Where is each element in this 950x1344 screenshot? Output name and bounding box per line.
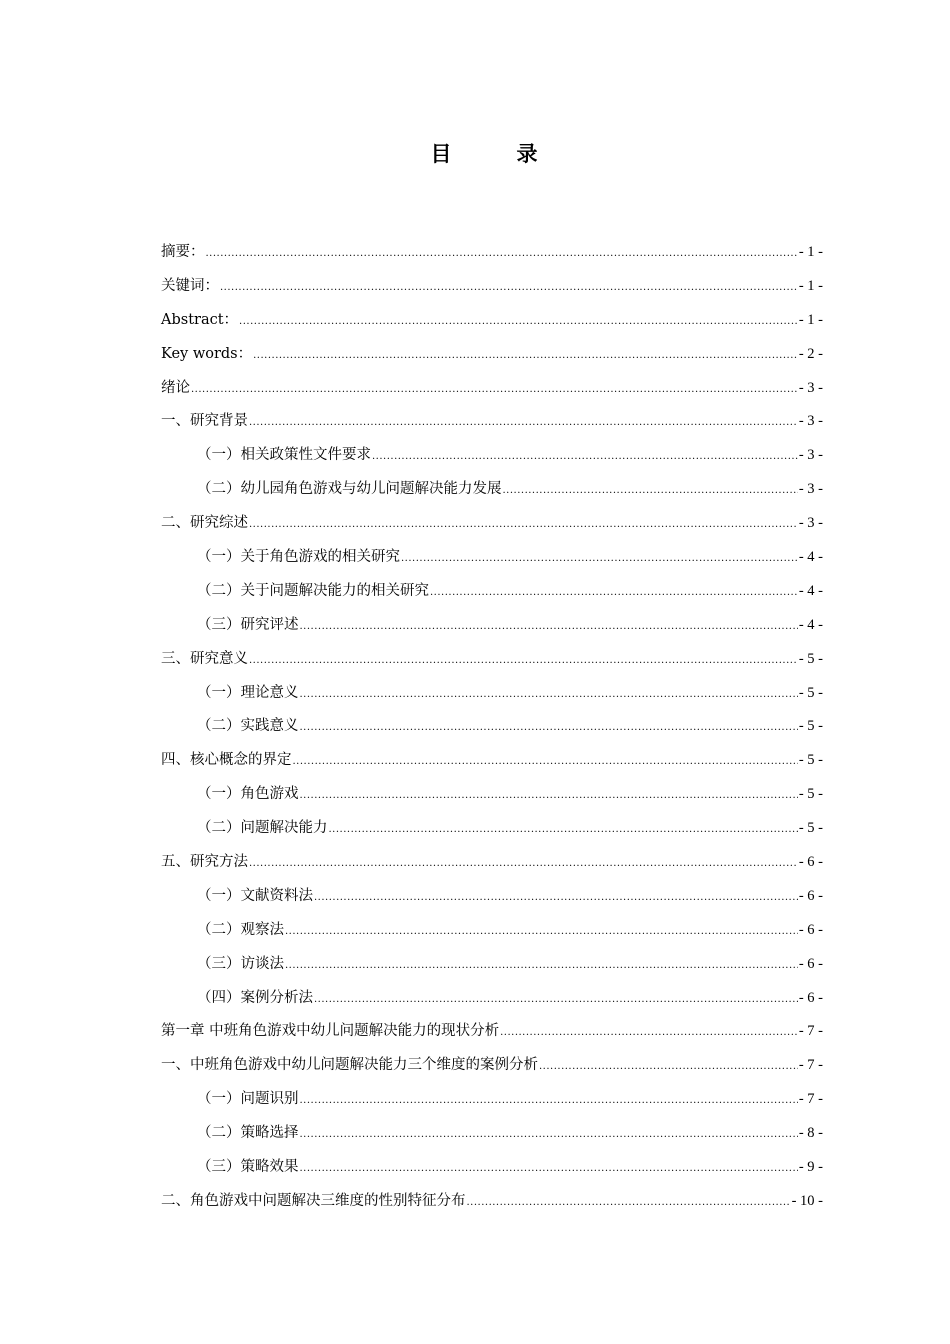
toc-entry[interactable] xyxy=(161,710,823,744)
toc-dot-leader xyxy=(191,373,798,407)
toc-entry-page-number: - 9 - xyxy=(798,1159,823,1176)
toc-dot-leader xyxy=(220,271,798,305)
toc-entry-page-number: - 5 - xyxy=(798,752,823,769)
toc-dot-leader xyxy=(300,678,798,712)
toc-dot-leader xyxy=(206,237,798,271)
toc-entry[interactable] xyxy=(161,507,823,541)
toc-entry[interactable] xyxy=(161,948,823,982)
toc-entry-page-number: - 4 - xyxy=(798,582,823,599)
toc-entry[interactable] xyxy=(161,643,823,677)
toc-entry[interactable] xyxy=(161,372,823,406)
toc-entry[interactable] xyxy=(161,982,823,1016)
toc-entry[interactable] xyxy=(161,914,823,948)
toc-entry-label: （二）观察法 xyxy=(197,921,284,938)
toc-entry[interactable] xyxy=(161,778,823,812)
toc-entry-label: （三）策略效果 xyxy=(197,1159,299,1176)
toc-entry-page-number: - 7 - xyxy=(798,1057,823,1074)
toc-entry-page-number: - 6 - xyxy=(798,887,823,904)
toc-entry[interactable] xyxy=(161,236,823,270)
toc-entry[interactable] xyxy=(161,439,823,473)
toc-entry-page-number: - 3 - xyxy=(798,515,823,532)
toc-entry[interactable] xyxy=(161,338,823,372)
toc-entry-page-number: - 6 - xyxy=(798,921,823,938)
toc-entry-label: （一）问题识别 xyxy=(197,1091,299,1108)
toc-entry[interactable] xyxy=(161,304,823,338)
toc-entry[interactable] xyxy=(161,1083,823,1117)
toc-entry[interactable] xyxy=(161,609,823,643)
toc-dot-leader xyxy=(239,305,798,339)
toc-entry-page-number: - 5 - xyxy=(798,684,823,701)
toc-dot-leader xyxy=(300,1152,798,1186)
toc-entry-label: 一、研究背景 xyxy=(161,413,248,430)
toc-entry-page-number: - 4 - xyxy=(798,616,823,633)
toc-dot-leader xyxy=(372,440,798,474)
toc-entry-label: 绪论 xyxy=(161,379,190,396)
toc-dot-leader xyxy=(539,1050,798,1084)
toc-entry-label: （一）关于角色游戏的相关研究 xyxy=(197,549,400,566)
toc-entry[interactable] xyxy=(161,880,823,914)
toc-entry-label: 关键词： xyxy=(161,277,219,294)
toc-entry-label: 二、角色游戏中问题解决三维度的性别特征分布 xyxy=(161,1192,466,1209)
toc-entry-label: 四、核心概念的界定 xyxy=(161,752,292,769)
toc-entry-page-number: - 4 - xyxy=(798,549,823,566)
toc-entry-page-number: - 6 - xyxy=(798,955,823,972)
toc-dot-leader xyxy=(285,915,798,949)
toc-entry[interactable] xyxy=(161,846,823,880)
toc-entry-label: （一）相关政策性文件要求 xyxy=(197,447,371,464)
toc-entry[interactable] xyxy=(161,1117,823,1151)
toc-dot-leader xyxy=(249,406,798,440)
toc-entry-page-number: - 2 - xyxy=(798,345,823,362)
toc-entry[interactable] xyxy=(161,405,823,439)
toc-entry-page-number: - 3 - xyxy=(798,379,823,396)
toc-dot-leader xyxy=(300,779,798,813)
toc-entry-page-number: - 3 - xyxy=(798,413,823,430)
toc-entry-label: 二、研究综述 xyxy=(161,515,248,532)
toc-entry-label: （二）关于问题解决能力的相关研究 xyxy=(197,582,429,599)
toc-dot-leader xyxy=(293,745,798,779)
toc-entry[interactable] xyxy=(161,575,823,609)
toc-entry-page-number: - 3 - xyxy=(798,481,823,498)
toc-dot-leader xyxy=(401,542,798,576)
toc-entry-label: 一、中班角色游戏中幼儿问题解决能力三个维度的案例分析 xyxy=(161,1057,538,1074)
toc-entry-page-number: - 6 - xyxy=(798,989,823,1006)
toc-entry-page-number: - 10 - xyxy=(791,1192,823,1209)
toc-dot-leader xyxy=(249,644,798,678)
toc-entry[interactable] xyxy=(161,1015,823,1049)
toc-entry-label: （四）案例分析法 xyxy=(197,989,313,1006)
toc-entry-label: 五、研究方法 xyxy=(161,854,248,871)
toc-entry-label: （一）文献资料法 xyxy=(197,887,313,904)
toc-dot-leader xyxy=(314,983,798,1017)
toc-dot-leader xyxy=(329,813,798,847)
toc-dot-leader xyxy=(249,847,798,881)
toc-entry[interactable] xyxy=(161,1151,823,1185)
toc-entry-label: （三）研究评述 xyxy=(197,616,299,633)
toc-entry[interactable] xyxy=(161,473,823,507)
toc-entry-label: Key words： xyxy=(161,345,253,362)
toc-dot-leader xyxy=(300,1084,798,1118)
toc-entry[interactable] xyxy=(161,1185,823,1219)
toc-dot-leader xyxy=(500,1016,798,1050)
table-of-contents xyxy=(161,236,823,1219)
toc-entry-page-number: - 5 - xyxy=(798,820,823,837)
toc-entry[interactable] xyxy=(161,270,823,304)
toc-entry-page-number: - 1 - xyxy=(798,311,823,328)
toc-dot-leader xyxy=(467,1186,791,1220)
toc-dot-leader xyxy=(300,1118,798,1152)
toc-entry-label: （二）问题解决能力 xyxy=(197,820,328,837)
toc-entry[interactable] xyxy=(161,541,823,575)
toc-entry-page-number: - 3 - xyxy=(798,447,823,464)
toc-dot-leader xyxy=(249,508,798,542)
toc-entry-label: （二）幼儿园角色游戏与幼儿问题解决能力发展 xyxy=(197,481,502,498)
toc-entry[interactable] xyxy=(161,1049,823,1083)
toc-dot-leader xyxy=(285,949,798,983)
toc-entry[interactable] xyxy=(161,677,823,711)
toc-entry-label: （二）实践意义 xyxy=(197,718,299,735)
toc-entry-page-number: - 5 - xyxy=(798,718,823,735)
toc-entry-page-number: - 1 - xyxy=(798,244,823,260)
toc-entry-label: （三）访谈法 xyxy=(197,955,284,972)
toc-entry-label: 摘要： xyxy=(161,244,205,260)
toc-entry[interactable] xyxy=(161,744,823,778)
toc-entry-page-number: - 1 - xyxy=(798,277,823,294)
toc-dot-leader xyxy=(503,474,798,508)
toc-entry-label: Abstract： xyxy=(161,311,239,328)
toc-dot-leader xyxy=(314,881,798,915)
toc-entry-page-number: - 7 - xyxy=(798,1091,823,1108)
toc-entry-page-number: - 6 - xyxy=(798,854,823,871)
toc-entry-page-number: - 5 - xyxy=(798,650,823,667)
toc-dot-leader xyxy=(300,610,798,644)
toc-entry-page-number: - 7 - xyxy=(798,1023,823,1040)
toc-title: 目 录 xyxy=(430,142,560,166)
toc-entry-page-number: - 5 - xyxy=(798,786,823,803)
toc-dot-leader xyxy=(253,339,798,373)
toc-dot-leader xyxy=(430,576,798,610)
toc-entry-page-number: - 8 - xyxy=(798,1125,823,1142)
toc-entry-label: 第一章 中班角色游戏中幼儿问题解决能力的现状分析 xyxy=(161,1023,500,1040)
toc-entry-label: （二）策略选择 xyxy=(197,1125,299,1142)
toc-entry[interactable] xyxy=(161,812,823,846)
toc-entry-label: 三、研究意义 xyxy=(161,650,248,667)
toc-dot-leader xyxy=(300,711,798,745)
toc-entry-label: （一）理论意义 xyxy=(197,684,299,701)
toc-entry-label: （一）角色游戏 xyxy=(197,786,299,803)
